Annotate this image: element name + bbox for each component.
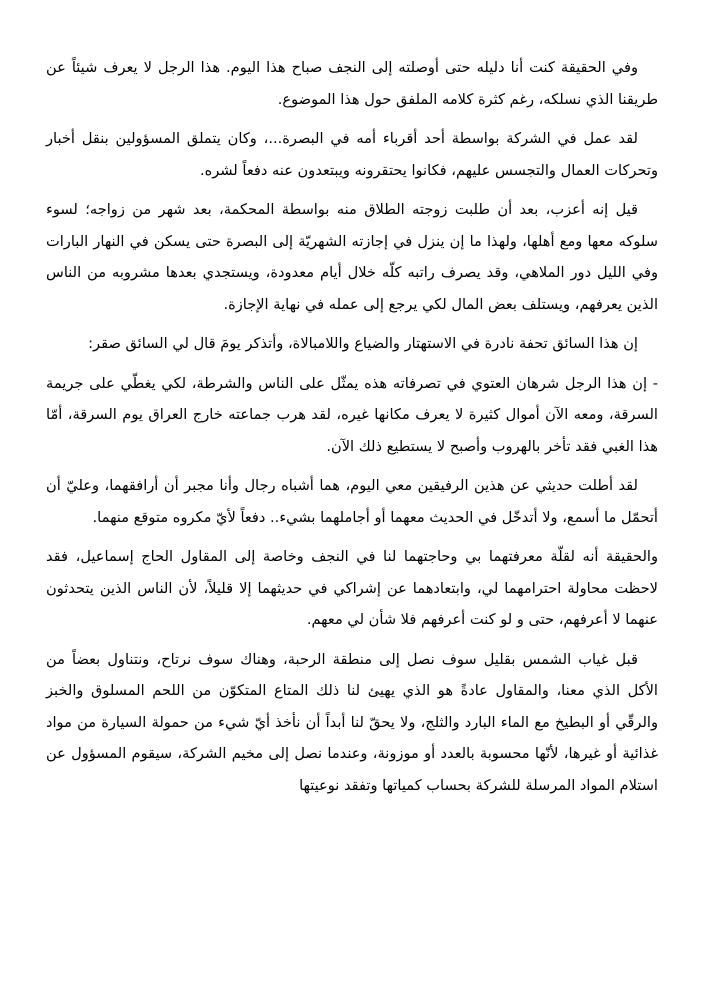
paragraph-4: إن هذا السائق تحفة نادرة في الاستهتار والضياع واللامبالاة، وأتذكر يومَ قال لي السائق صقر: <box>88 335 638 352</box>
paragraph-2: لقد عمل في الشركة بواسطة أحد أقرباء أمه في البصرة...، وكان يتملق المسؤولين بنقل أخبار وتحركات العمال والتجسس عليهم، فكانوا يحتقرونه ويبتعدون عنه دفعاً لشره. <box>46 130 658 179</box>
paragraph-5: - إن هذا الرجل شرهان العتوي في تصرفاته هذه يمثّل على الناس والشرطة، لكي يغطّي على جريمة السرقة، ومعه الآن أموال كثيرة لا يعرف مكانها غيره، لقد هرب جماعته خارج العراق يوم السرقة، أمّا هذا الغبي فقد تأخر بالهروب وأصبح لا يستطيع ذلك الآن. <box>46 374 658 455</box>
paragraph-6: لقد أطلت حديثي عن هذين الرفيقين معي اليوم، هما أشباه رجال وأنا مجبر أن أرافقهما، وعليّ أن أتحمّل ما أسمع، ولا أتدخّل في الحديث معهما أو أجاملهما بشيء.. دفعاً لأيّ مكروه متوقع منهما. <box>46 477 658 526</box>
paragraph-8: قبل غياب الشمس بقليل سوف نصل إلى منطقة الرحبة، وهناك سوف نرتاح، ونتناول بعضاً من الأكل الذي معنا، والمقاول عادةً هو الذي يهيئ لنا ذلك المتاع المتكوّن من اللحم المسلوق والخبز والرقّي أو البطيخ مع الماء البارد والثلج، ولا يحقّ لنا أبداً أن نأخذ أيّ شيء من حمولة السيارة من مواد غذائية أو غيرها، لأنّها محسوبة بالعدد أو موزونة، وعندما نصل إلى مخيم الشركة، سيقوم المسؤول عن استلام المواد المرسلة للشركة بحساب كمياتها وتفقد نوعيتها <box>46 650 658 794</box>
document-page <box>46 52 658 809</box>
paragraph-3: قيل إنه أعزب، بعد أن طلبت زوجته الطلاق منه بواسطة المحكمة، بعد شهر من زواجه؛ لسوء سلوكه معها ومع أهلها، ولهذا ما إن ينزل في إجازته الشهريّة إلى البصرة حتى يسكن في النهار البارات وفي الليل دور الملاهي، وقد يصرف راتبه كلّه خلال أيام معدودة، ويستجدي بعدها مشروبه من الناس الذين يعرفهم، ويستلف بعض المال لكي يرجع إلى عمله في نهاية الإجازة. <box>46 201 658 313</box>
paragraph-7: والحقيقة أنه لقلّة معرفتهما بي وحاجتهما لنا في النجف وخاصة إلى المقاول الحاج إسماعيل، فقد لاحظت محاولة احترامهما لي، وابتعادهما عن إشراكي في حديثهما إلا قليلاً، لأن الناس الذين يتحدثون عنهما لا أعرفهم، حتى و لو كنت أعرفهم فلا شأن لي معهم. <box>46 548 658 628</box>
paragraph-1: وفي الحقيقة كنت أنا دليله حتى أوصلته إلى النجف صباح هذا اليوم. هذا الرجل لا يعرف شيئاً عن طريقنا الذي نسلكه، رغم كثرة كلامه الملفق حول هذا الموضوع. <box>46 59 658 108</box>
